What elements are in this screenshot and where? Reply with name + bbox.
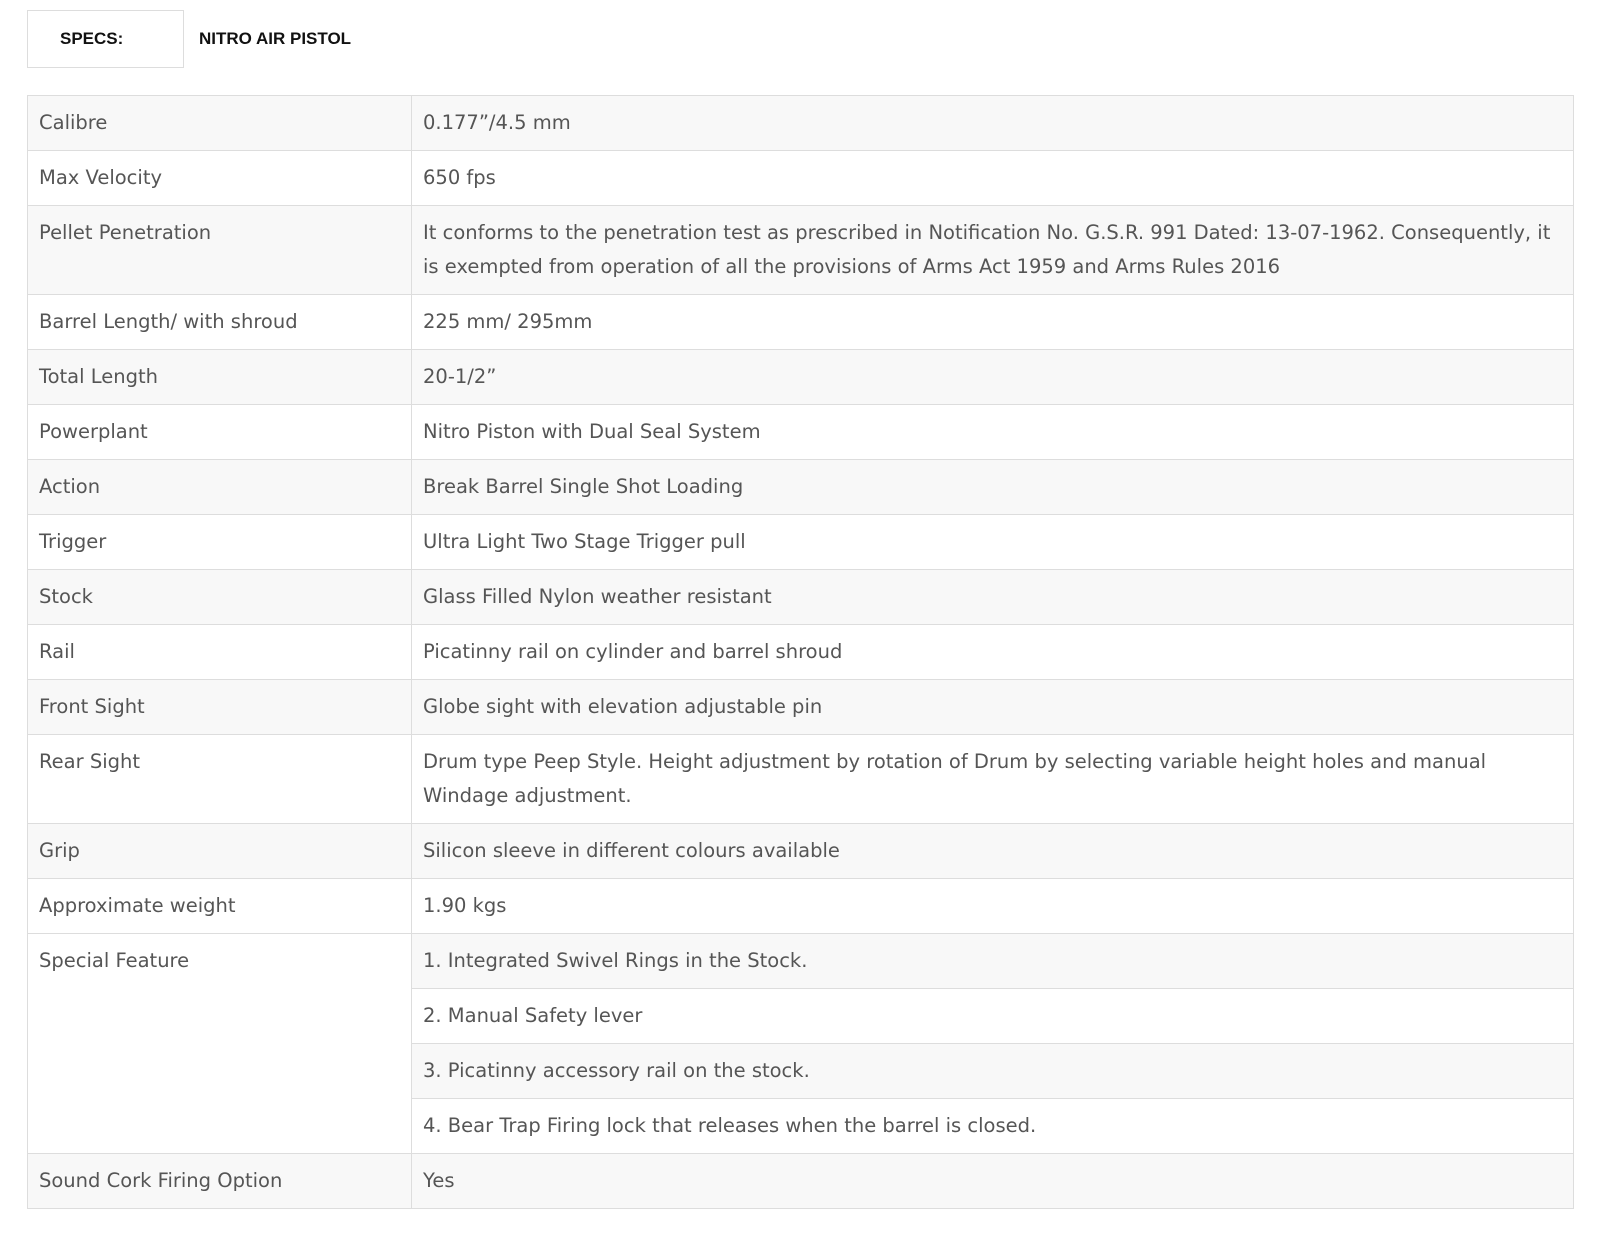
spec-value: Break Barrel Single Shot Loading <box>412 460 1574 515</box>
spec-value: Nitro Piston with Dual Seal System <box>412 405 1574 460</box>
table-row <box>28 879 1574 934</box>
spec-value: 20-1/2” <box>412 350 1574 405</box>
spec-value: Ultra Light Two Stage Trigger pull <box>412 515 1574 570</box>
spec-label: Approximate weight <box>28 879 412 934</box>
sound-cork-value: Yes <box>412 1154 1574 1209</box>
spec-value: Silicon sleeve in different colours available <box>412 824 1574 879</box>
spec-label: Max Velocity <box>28 151 412 206</box>
spec-label: Rail <box>28 625 412 680</box>
spec-label: Trigger <box>28 515 412 570</box>
spec-label: Stock <box>28 570 412 625</box>
product-name: NITRO AIR PISTOL <box>199 29 352 48</box>
special-feature-item: 3. Picatinny accessory rail on the stock. <box>412 1044 1574 1099</box>
table-row <box>28 934 1574 989</box>
table-row <box>28 735 1574 824</box>
table-row <box>28 515 1574 570</box>
table-row <box>28 96 1574 151</box>
table-row <box>28 824 1574 879</box>
spec-label: Rear Sight <box>28 735 412 824</box>
spec-value: 1.90 kgs <box>412 879 1574 934</box>
table-row <box>28 570 1574 625</box>
specs-table <box>27 95 1574 1209</box>
spec-label: Barrel Length/ with shroud <box>28 295 412 350</box>
table-row <box>28 1154 1574 1209</box>
spec-label: Action <box>28 460 412 515</box>
spec-label: Total Length <box>28 350 412 405</box>
spec-value: 0.177”/4.5 mm <box>412 96 1574 151</box>
special-feature-item: 4. Bear Trap Firing lock that releases when the barrel is closed. <box>412 1099 1574 1154</box>
special-feature-label: Special Feature <box>28 934 412 1154</box>
spec-value: Drum type Peep Style. Height adjustment by rotation of Drum by selecting variable height holes and manual Windage adjustment. <box>412 735 1574 824</box>
table-row <box>28 295 1574 350</box>
spec-value: Globe sight with elevation adjustable pin <box>412 680 1574 735</box>
special-feature-item: 2. Manual Safety lever <box>412 989 1574 1044</box>
table-row <box>28 206 1574 295</box>
spec-value: It conforms to the penetration test as prescribed in Notification No. G.S.R. 991 Dated: 13-07-1962. Consequently, it is exempted from operation of all the provisions of Arms Act 1959 and Arms Rules 2016 <box>412 206 1574 295</box>
spec-label: Powerplant <box>28 405 412 460</box>
table-row <box>28 460 1574 515</box>
spec-value: 650 fps <box>412 151 1574 206</box>
table-row <box>28 350 1574 405</box>
spec-label: Pellet Penetration <box>28 206 412 295</box>
spec-label: Grip <box>28 824 412 879</box>
spec-label: Calibre <box>28 96 412 151</box>
spec-value: Glass Filled Nylon weather resistant <box>412 570 1574 625</box>
table-row <box>28 405 1574 460</box>
spec-value: 225 mm/ 295mm <box>412 295 1574 350</box>
specs-label: SPECS: <box>27 10 184 68</box>
sound-cork-label: Sound Cork Firing Option <box>28 1154 412 1209</box>
spec-header <box>27 10 351 68</box>
special-feature-item: 1. Integrated Swivel Rings in the Stock. <box>412 934 1574 989</box>
spec-value: Picatinny rail on cylinder and barrel shroud <box>412 625 1574 680</box>
spec-label: Front Sight <box>28 680 412 735</box>
table-row <box>28 151 1574 206</box>
table-row <box>28 680 1574 735</box>
table-row <box>28 625 1574 680</box>
